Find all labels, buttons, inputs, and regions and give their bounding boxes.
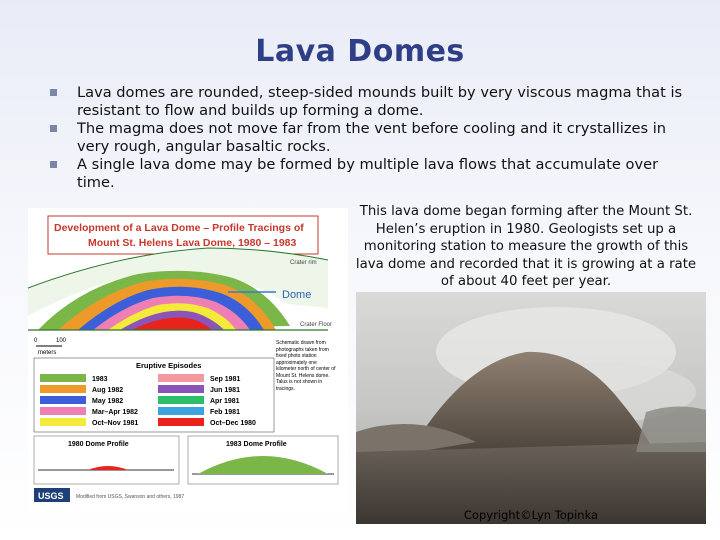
bullet-square-icon xyxy=(50,89,57,96)
legend-swatch xyxy=(158,418,204,426)
crater-rim-label: Crater rim xyxy=(290,260,317,266)
legend-swatch xyxy=(40,385,86,393)
legend-label: Oct–Nov 1981 xyxy=(92,420,139,427)
legend-swatch xyxy=(158,374,204,382)
legend-label: 1983 xyxy=(92,376,108,383)
lava-dome-diagram xyxy=(28,208,348,510)
dome-label: Dome xyxy=(282,289,312,301)
profile-1980-label: 1980 Dome Profile xyxy=(68,441,129,448)
legend-label: Jun 1981 xyxy=(210,387,240,394)
legend-title: Eruptive Episodes xyxy=(136,361,202,370)
crater-floor-label: Crater Floor xyxy=(300,322,333,328)
bullet-text: A single lava dome may be formed by multiple lava flows that accumulate over time. xyxy=(77,156,659,191)
legend-swatch xyxy=(40,396,86,404)
scale-zero: 0 xyxy=(34,338,38,344)
legend-swatch xyxy=(158,396,204,404)
diagram-source: Modified from USGS, Swanson and others, 1987 xyxy=(76,494,185,500)
bullet-list xyxy=(50,84,700,192)
photo-svg xyxy=(356,292,706,524)
bullet-item xyxy=(50,156,700,192)
note-text: Schematic drawn from photographs taken from fixed photo station approximately one kilometer north of center of Mount St. Helens dome. Talus is not shown in tracings. xyxy=(276,340,336,392)
bullet-text: The magma does not move far from the vent before cooling and it crystallizes in very rough, angular basaltic rocks. xyxy=(77,120,667,155)
legend-label: Oct–Dec 1980 xyxy=(210,420,256,427)
usgs-logo-text: USGS xyxy=(38,491,64,501)
legend-swatch xyxy=(158,407,204,415)
bullet-square-icon xyxy=(50,161,57,168)
bullet-square-icon xyxy=(50,125,57,132)
note-box xyxy=(276,340,338,432)
photo-caption: This lava dome began forming after the Mount St. Helen’s eruption in 1980. Geologists set up a monitoring station to measure the growth of this lava dome and recorded that it is growing at a rate of about 40 feet per year. xyxy=(355,204,697,289)
bullet-item xyxy=(50,84,700,120)
diagram-title-line1: Development of a Lava Dome – Profile Tracings of xyxy=(54,222,304,234)
legend-swatch xyxy=(40,407,86,415)
legend-label: May 1982 xyxy=(92,398,124,405)
legend-swatch xyxy=(158,385,204,393)
right-slope xyxy=(636,406,706,452)
legend-label: Sep 1981 xyxy=(210,376,241,383)
diagram-title-line2: Mount St. Helens Lava Dome, 1980 – 1983 xyxy=(88,237,297,249)
legend-swatch xyxy=(40,374,86,382)
legend-label: Feb 1981 xyxy=(210,409,240,416)
legend-label: Mar–Apr 1982 xyxy=(92,409,138,416)
bullet-text: Lava domes are rounded, steep-sided mounds built by very viscous magma that is resistant to flow and builds up forming a dome. xyxy=(77,84,683,119)
lava-dome-photo xyxy=(356,292,706,524)
diagram-svg xyxy=(28,208,348,510)
legend-label: Aug 1982 xyxy=(92,387,124,394)
scale-unit: meters xyxy=(38,350,57,356)
scale-max: 100 xyxy=(56,338,67,344)
profile-1983-label: 1983 Dome Profile xyxy=(226,441,287,448)
bullet-item xyxy=(50,120,700,156)
legend-swatch xyxy=(40,418,86,426)
legend-label: Apr 1981 xyxy=(210,398,240,405)
photo-copyright: Copyright©Lyn Topinka xyxy=(463,508,599,522)
slide-title: Lava Domes xyxy=(255,34,465,69)
